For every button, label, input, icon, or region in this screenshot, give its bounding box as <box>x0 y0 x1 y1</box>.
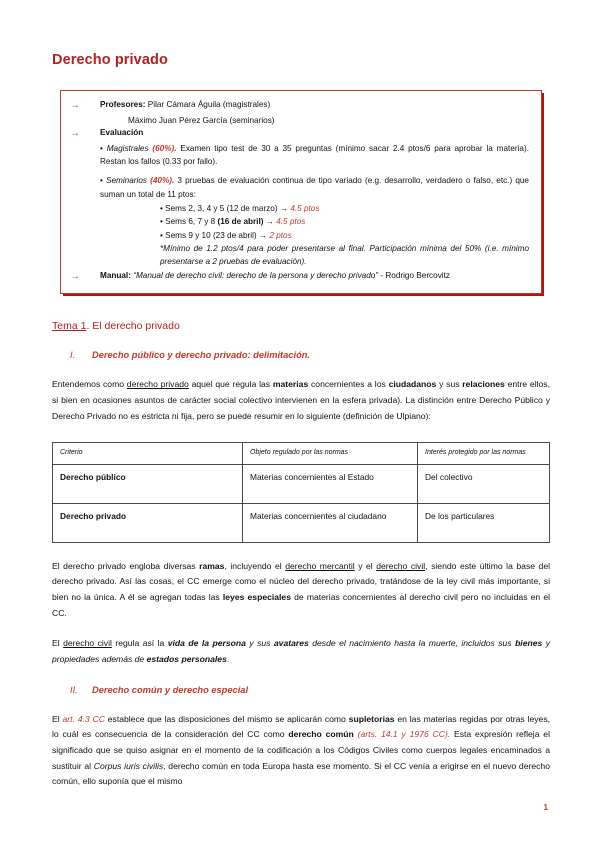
evaluacion-block <box>100 127 529 140</box>
text-run: aquel que regula las <box>188 379 273 390</box>
text-run-bold: ramas <box>199 560 225 571</box>
table-header-row <box>53 443 550 465</box>
sem-label: Sems 2, 3, 4 y 5 (12 de marzo) <box>165 204 278 214</box>
text-run-underline: derecho civil <box>63 638 112 649</box>
text-run: , siendo este último la base del derecho privado. Así las cosas, el CC emerge como el núcleo del derecho privado, tratándose de la ley civil más importante, si bien no la única. A él se agregan todas las <box>52 560 551 603</box>
text-run: regula así la <box>111 638 168 649</box>
arrow-right-icon: → <box>263 217 277 227</box>
table-header-criterio: Criterio <box>53 443 243 465</box>
text-run: . <box>226 653 230 664</box>
cell-objeto: Materias concernientes al Estado <box>243 464 418 503</box>
table-row <box>53 464 550 503</box>
text-run: El derecho privado engloba diversas <box>52 560 200 571</box>
info-row-profesores <box>70 99 529 113</box>
text-run-bold-italic: avatares <box>273 638 309 649</box>
text-run-underline: derecho civil <box>376 560 426 571</box>
text-run-underline: derecho privado <box>126 379 189 390</box>
text-run-underline: derecho mercantil <box>285 560 355 571</box>
text-run: , incluyendo el <box>224 560 286 571</box>
text-run-bold: derecho común <box>288 729 354 740</box>
text-run-bold-italic: bienes <box>515 638 543 649</box>
bullet-icon: • <box>160 230 163 240</box>
text-run: concernientes a los <box>308 379 389 390</box>
text-run-italic: y propiedades además de <box>52 638 551 664</box>
text-run: de materias concernientes al derecho civil pero no incluidas en el CC. <box>52 592 551 618</box>
magistrales-name: Magistrales <box>106 143 149 153</box>
section-heading-2 <box>52 684 550 696</box>
text-run-bold: supletorias <box>348 713 395 724</box>
sem-label: Sems 9 y 10 (23 de abril) <box>165 230 257 240</box>
cell-criterio: Derecho público <box>53 464 243 503</box>
text-run-bold-italic: estados personales <box>146 653 227 664</box>
cell-interes: De los particulares <box>418 503 550 542</box>
info-row-evaluacion <box>70 127 529 141</box>
tema-title: . El derecho privado <box>86 319 180 332</box>
section-number: I. <box>70 350 76 361</box>
paragraph-4 <box>52 712 550 790</box>
section-heading-1 <box>52 349 550 361</box>
profesores-value: Pilar Cámara Águila (magistrales) <box>145 100 271 110</box>
page-number: 1 <box>543 803 548 812</box>
manual-author: - Rodrigo Bercovitz <box>378 271 450 281</box>
text-run-citation: art. 4.3 CC <box>62 713 105 724</box>
text-run-bold: materias <box>272 379 309 390</box>
page-title: Derecho privado <box>52 52 168 68</box>
bullet-icon: • <box>160 217 163 227</box>
text-run-italic: y sus <box>245 638 274 649</box>
text-run: y el <box>354 560 377 571</box>
section-number: II. <box>70 684 78 695</box>
sem-points: 2 ptos <box>269 230 292 240</box>
bullet-icon: • <box>160 204 163 214</box>
arrow-icon: → <box>70 127 80 139</box>
bullet-icon: • <box>100 176 103 186</box>
course-info-box <box>60 90 542 293</box>
sem-label-bold: (16 de abril) <box>217 217 264 227</box>
section-title: Derecho público y derecho privado: delimitación. <box>92 350 311 361</box>
tema-number: Tema 1 <box>52 319 87 332</box>
seminarios-schedule-list <box>100 202 529 242</box>
profesor-seminarios: Máximo Juan Pérez García (seminarios) <box>128 115 275 125</box>
paragraph-3 <box>52 636 550 667</box>
info-row-manual <box>70 270 529 284</box>
magistrales-weight: (60%). <box>152 143 177 153</box>
arrow-icon: → <box>70 100 80 112</box>
seminarios-note: *Mínimo de 1.2 ptos/4 para poder presentarse al final. Participación mínima del 50% (i.e. mínimo presentarse a 2 pruebas de evaluación). <box>160 243 529 267</box>
text-run: , derecho común en toda Europa hasta ese momento. Si el CC venía a erigirse en el nuevo derecho común, ello suponía que el mismo <box>52 760 550 787</box>
manual-label: Manual: <box>100 271 131 281</box>
text-run: entre ellos, si bien en ocasiones asuntos de carácter social colectivo intervienen en la esfera privada). La distinción entre Derecho Público y Derecho Privado no es estricta ni fija, pero se puede resumir en lo siguiente (definición de Ulpiano): <box>52 379 550 421</box>
list-item <box>160 202 529 215</box>
profesores-label: Profesores: <box>100 100 146 110</box>
arrow-right-icon: → <box>277 204 291 214</box>
text-run-italic: Corpus iuris civilis <box>93 760 164 771</box>
text-run: Esta expresión refleja el significado que se quiso asignar en el momento de la codificación a los Códigos Civiles como cuerpos legales encaminados a sustituir al <box>52 729 550 771</box>
text-run: Entendemos como <box>52 379 127 390</box>
table-row <box>53 503 550 542</box>
magistrales-text: Examen tipo test de 30 a 35 preguntas (mínimo sacar 2.4 ptos/6 para aprobar la materia). Restan los fallos (0.33 por fallo). <box>100 143 529 167</box>
eval-seminarios <box>100 174 529 201</box>
tema-heading <box>52 320 550 334</box>
text-run-bold: leyes especiales <box>222 592 291 603</box>
text-run: establece que las disposiciones del mismo se aplicarán como <box>104 713 349 724</box>
text-run-citation: (arts. 14.1 y 1976 CC). <box>357 729 451 740</box>
eval-magistrales <box>100 142 529 169</box>
sem-points: 4.5 ptos <box>276 217 306 227</box>
text-run-italic: desde el nacimiento hasta la muerte, incluidos sus <box>308 638 516 649</box>
cell-interes: Del colectivo <box>418 464 550 503</box>
text-run-bold: ciudadanos <box>388 379 437 390</box>
text-run-bold-italic: vida de la persona <box>167 638 246 649</box>
section-title: Derecho común y derecho especial <box>92 684 249 695</box>
seminarios-weight: (40%). <box>150 176 175 186</box>
text-run: y sus <box>436 379 463 390</box>
seminarios-text: 3 pruebas de evaluación continua de tipo variado (e.g. desarrollo, verdadero o falso, etc.) que suman un total de 11 ptos: <box>100 176 529 199</box>
list-item <box>160 215 529 228</box>
bullet-icon: • <box>100 143 103 153</box>
table-header-interes: Interés protegido por las normas <box>418 443 550 465</box>
manual-block <box>100 270 529 283</box>
arrow-icon: → <box>70 271 80 283</box>
paragraph-2 <box>52 559 550 622</box>
text-run: El <box>52 638 64 649</box>
sem-label: Sems 6, 7 y 8 <box>165 217 218 227</box>
paragraph-1 <box>52 377 550 424</box>
manual-title: “Manual de derecho civil: derecho de la persona y derecho privado” <box>130 271 379 281</box>
sem-points: 4.5 ptos <box>290 204 320 214</box>
cell-criterio: Derecho privado <box>53 503 243 542</box>
seminarios-name: Seminarios <box>106 176 147 186</box>
criterio-table <box>52 442 550 543</box>
profesores-block <box>100 99 529 112</box>
text-run: en las materias regidas por otras leyes, lo cuál es consecuencia de la consideración del CC como <box>52 713 550 740</box>
text-run: El <box>52 713 63 724</box>
list-item <box>160 229 529 242</box>
cell-objeto: Materias concernientes al ciudadano <box>243 503 418 542</box>
table-header-objeto: Objeto regulado por las normas <box>243 443 418 465</box>
arrow-right-icon: → <box>256 230 270 240</box>
text-run-bold: relaciones <box>462 379 505 390</box>
evaluacion-label: Evaluación <box>100 127 144 137</box>
